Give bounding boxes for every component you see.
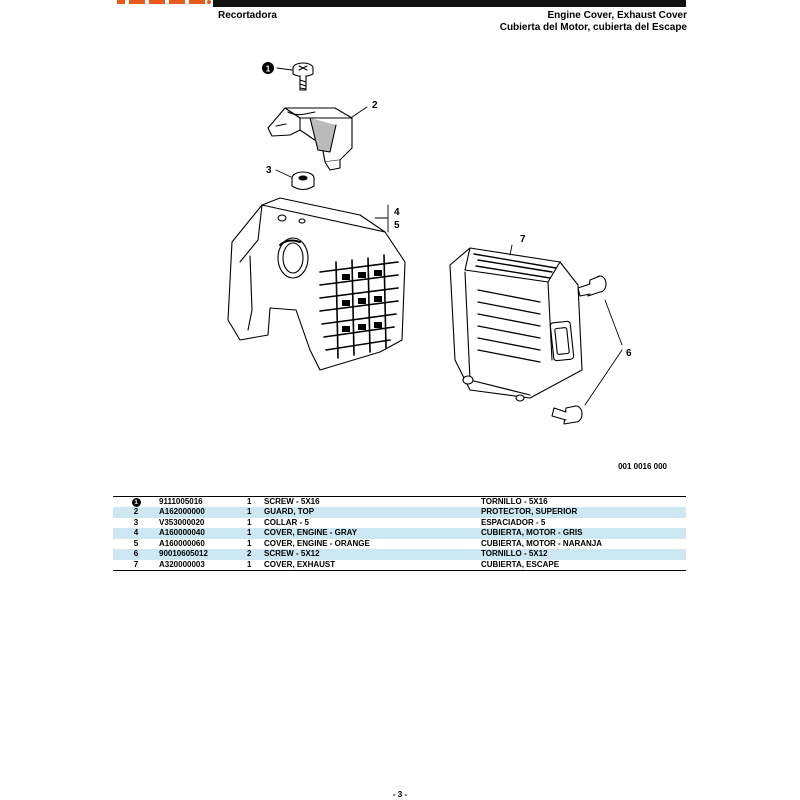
table-row xyxy=(113,549,686,560)
table-row xyxy=(113,518,686,529)
part-number-cell: A162000000 xyxy=(159,507,247,518)
description-en-cell: COVER, ENGINE - GRAY xyxy=(264,528,481,539)
ref-number: 7 xyxy=(133,559,139,569)
section-title: Recortadora xyxy=(218,10,277,21)
description-es-cell: CUBIERTA, MOTOR - GRIS xyxy=(481,528,686,539)
qty-cell: 1 xyxy=(247,507,264,518)
qty-cell: 1 xyxy=(247,528,264,539)
table-row xyxy=(113,560,686,571)
ref-cell xyxy=(113,507,159,518)
description-en-cell: COVER, EXHAUST xyxy=(264,560,481,571)
ref-cell xyxy=(113,528,159,539)
table-row xyxy=(113,507,686,518)
part-screw-5x16 xyxy=(293,63,313,90)
part-collar xyxy=(292,172,314,190)
part-number-cell: 90010605012 xyxy=(159,549,247,560)
description-en-cell: COVER, ENGINE - ORANGE xyxy=(264,538,370,548)
part-number-cell: 9111005016 xyxy=(159,497,247,508)
part-screw-5x12-lower xyxy=(552,406,582,424)
table-row xyxy=(113,528,686,539)
part-engine-cover xyxy=(228,198,405,370)
qty-cell: 1 xyxy=(247,560,264,571)
qty-cell: 1 xyxy=(247,538,252,548)
ref-cell xyxy=(113,560,159,571)
part-number-cell: V353000020 xyxy=(159,517,205,527)
description-en-cell: SCREW - 5X16 xyxy=(264,497,481,508)
ref-cell xyxy=(113,549,159,560)
parts-table xyxy=(113,496,686,571)
ref-cell xyxy=(113,518,159,529)
description-es-cell: PROTECTOR, SUPERIOR xyxy=(481,507,686,518)
part-number-cell: A160000040 xyxy=(159,528,247,539)
ref-number: 2 xyxy=(133,507,139,517)
part-guard-top xyxy=(268,108,352,170)
ref-number: 1 xyxy=(132,498,141,507)
svg-text:1: 1 xyxy=(265,64,271,74)
part-number-cell: A320000003 xyxy=(159,560,247,571)
callout-4: 4 xyxy=(394,207,400,218)
description-es-cell: CUBIERTA, ESCAPE xyxy=(481,560,686,571)
callout-1 xyxy=(262,62,274,74)
table-row xyxy=(113,539,686,550)
callout-7: 7 xyxy=(520,234,526,245)
description-es-cell: CUBIERTA, MOTOR - NARANJA xyxy=(481,538,603,548)
page-title-es: Cubierta del Motor, cubierta del Escape xyxy=(499,22,687,33)
ref-number: 3 xyxy=(133,517,139,527)
ref-number: 6 xyxy=(133,549,139,559)
callout-6: 6 xyxy=(626,348,632,359)
part-number-cell: A160000060 xyxy=(159,538,205,548)
ref-cell xyxy=(113,497,159,508)
qty-cell: 1 xyxy=(247,517,252,527)
callout-5: 5 xyxy=(394,220,400,231)
description-es-cell: ESPACIADOR - 5 xyxy=(481,517,546,527)
description-es-cell: TORNILLO - 5X16 xyxy=(481,497,686,508)
figure-code: 001 0016 000 xyxy=(618,462,667,471)
part-screw-5x12-upper xyxy=(578,276,606,296)
description-en-cell: GUARD, TOP xyxy=(264,507,481,518)
qty-cell: 1 xyxy=(247,497,264,508)
callout-3: 3 xyxy=(266,165,272,176)
qty-cell: 2 xyxy=(247,549,264,560)
ref-number: 4 xyxy=(133,528,139,538)
description-es-cell: TORNILLO - 5X12 xyxy=(481,549,686,560)
callout-2: 2 xyxy=(372,100,378,111)
ref-cell xyxy=(113,539,159,550)
table-row xyxy=(113,497,686,508)
page-title-en: Engine Cover, Exhaust Cover xyxy=(547,10,687,21)
ref-number: 5 xyxy=(133,538,139,548)
description-en-cell: SCREW - 5X12 xyxy=(264,549,481,560)
page-number: - 3 - xyxy=(392,790,408,799)
description-en-cell: COLLAR - 5 xyxy=(264,517,309,527)
part-exhaust-cover xyxy=(450,248,582,401)
